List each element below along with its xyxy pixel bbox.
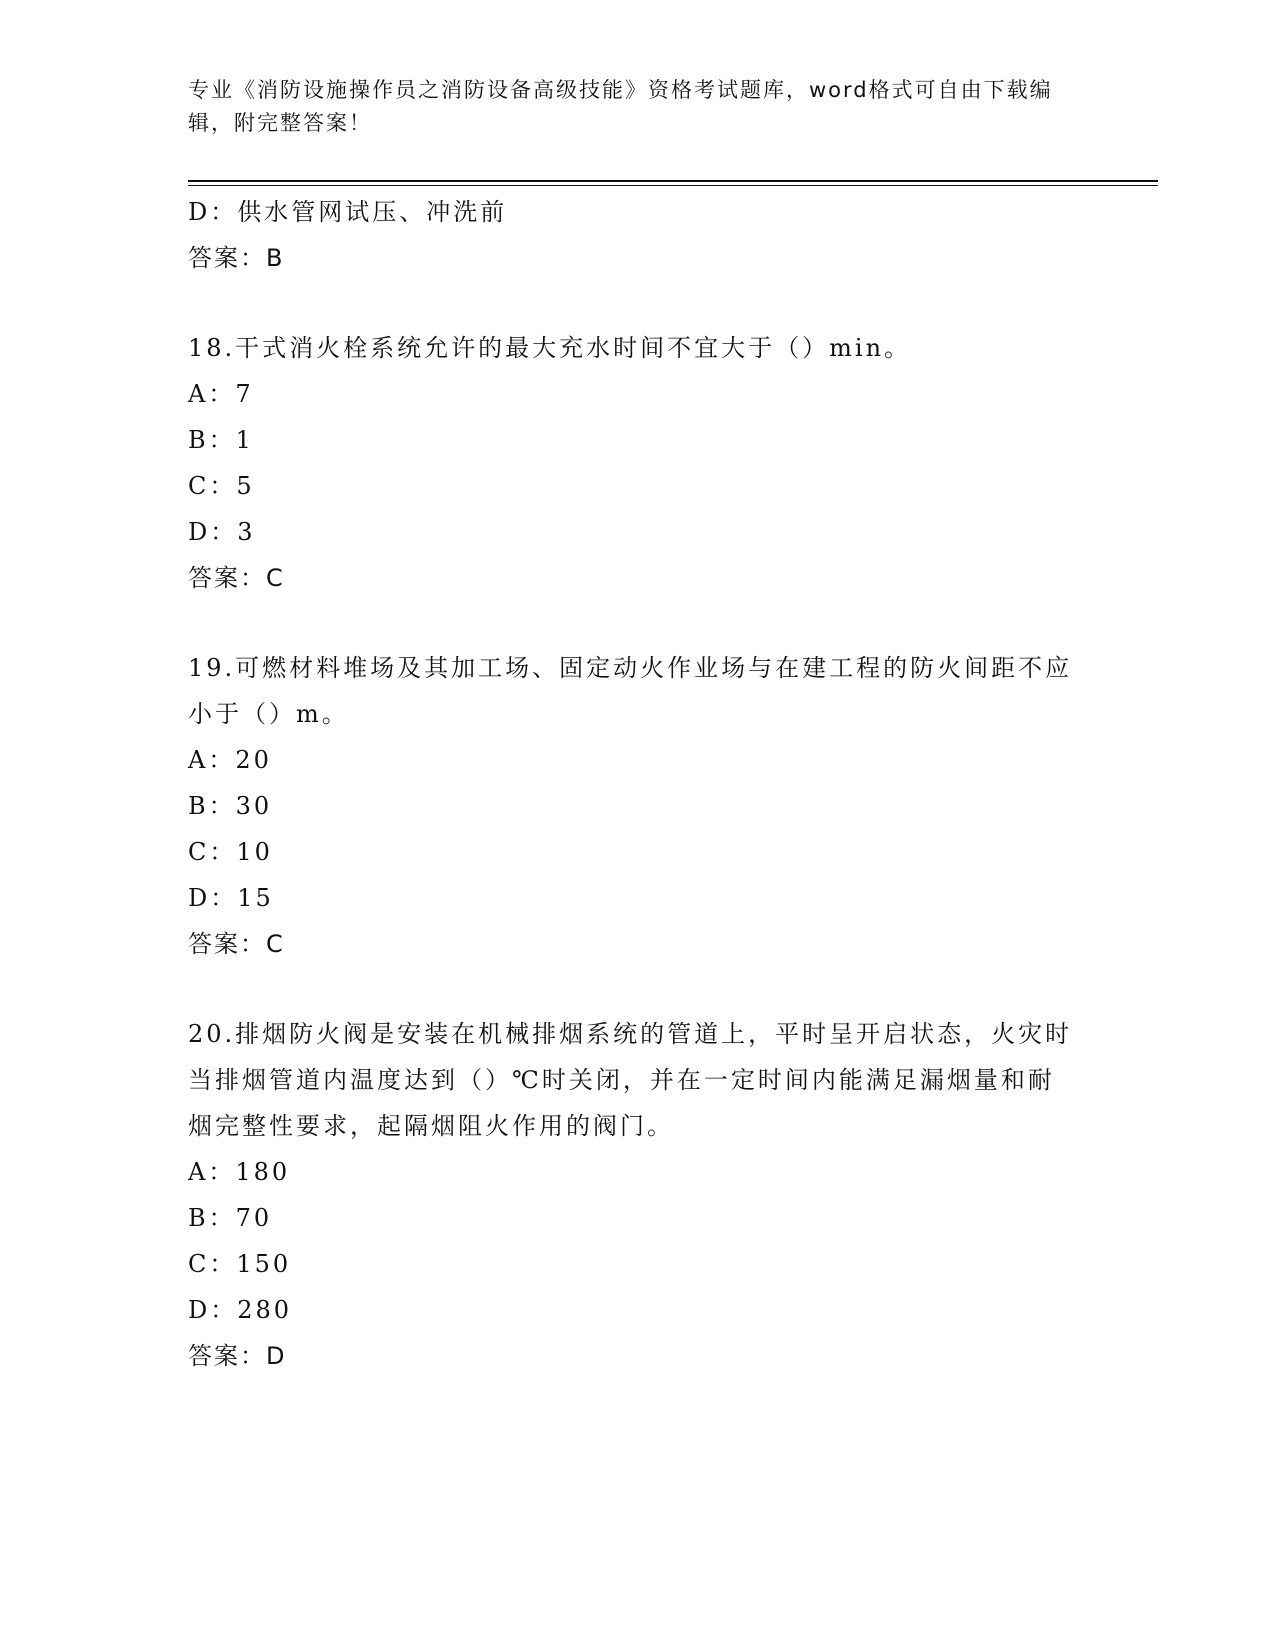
answer-line: 答案：C (188, 930, 285, 958)
header-divider-thick (188, 180, 1158, 182)
option-b: B：1 (188, 426, 254, 454)
answer-line: 答案：B (188, 244, 285, 272)
option-b: B：30 (188, 792, 273, 820)
option-d: D：3 (188, 518, 256, 546)
question-stem: 20.排烟防火阀是安装在机械排烟系统的管道上，平时呈开启状态，火灾时当排烟管道内温度达到（）℃时关闭，并在一定时间内能满足漏烟量和耐烟完整性要求，起隔烟阻火作用的阀门。 (188, 1020, 1073, 1140)
option-a: A：7 (188, 380, 254, 408)
option-d: D：280 (188, 1296, 293, 1324)
question-18 (188, 325, 1088, 601)
option-d: D：15 (188, 884, 274, 912)
question-stem: 19.可燃材料堆场及其加工场、固定动火作业场与在建工程的防火间距不应小于（）m。 (188, 654, 1073, 728)
question-19 (188, 645, 1088, 967)
option-a: A：20 (188, 746, 272, 774)
option-c: C：150 (188, 1250, 292, 1278)
question-content (188, 189, 1088, 1379)
question-stem: 18.干式消火栓系统允许的最大充水时间不宜大于（）min。 (188, 334, 912, 362)
previous-question-tail (188, 189, 1088, 281)
document-header: 专业《消防设施操作员之消防设备高级技能》资格考试题库，word格式可自由下载编辑，附完整答案！ (188, 78, 1053, 135)
header-divider-thin (188, 185, 1158, 186)
option-a: A：180 (188, 1158, 291, 1186)
option-c: C：10 (188, 838, 273, 866)
option-b: B：70 (188, 1204, 273, 1232)
option-d: D：供水管网试压、冲洗前 (188, 198, 508, 226)
answer-line: 答案：D (188, 1342, 287, 1370)
answer-line: 答案：C (188, 564, 285, 592)
question-20 (188, 1011, 1088, 1379)
option-c: C：5 (188, 472, 255, 500)
